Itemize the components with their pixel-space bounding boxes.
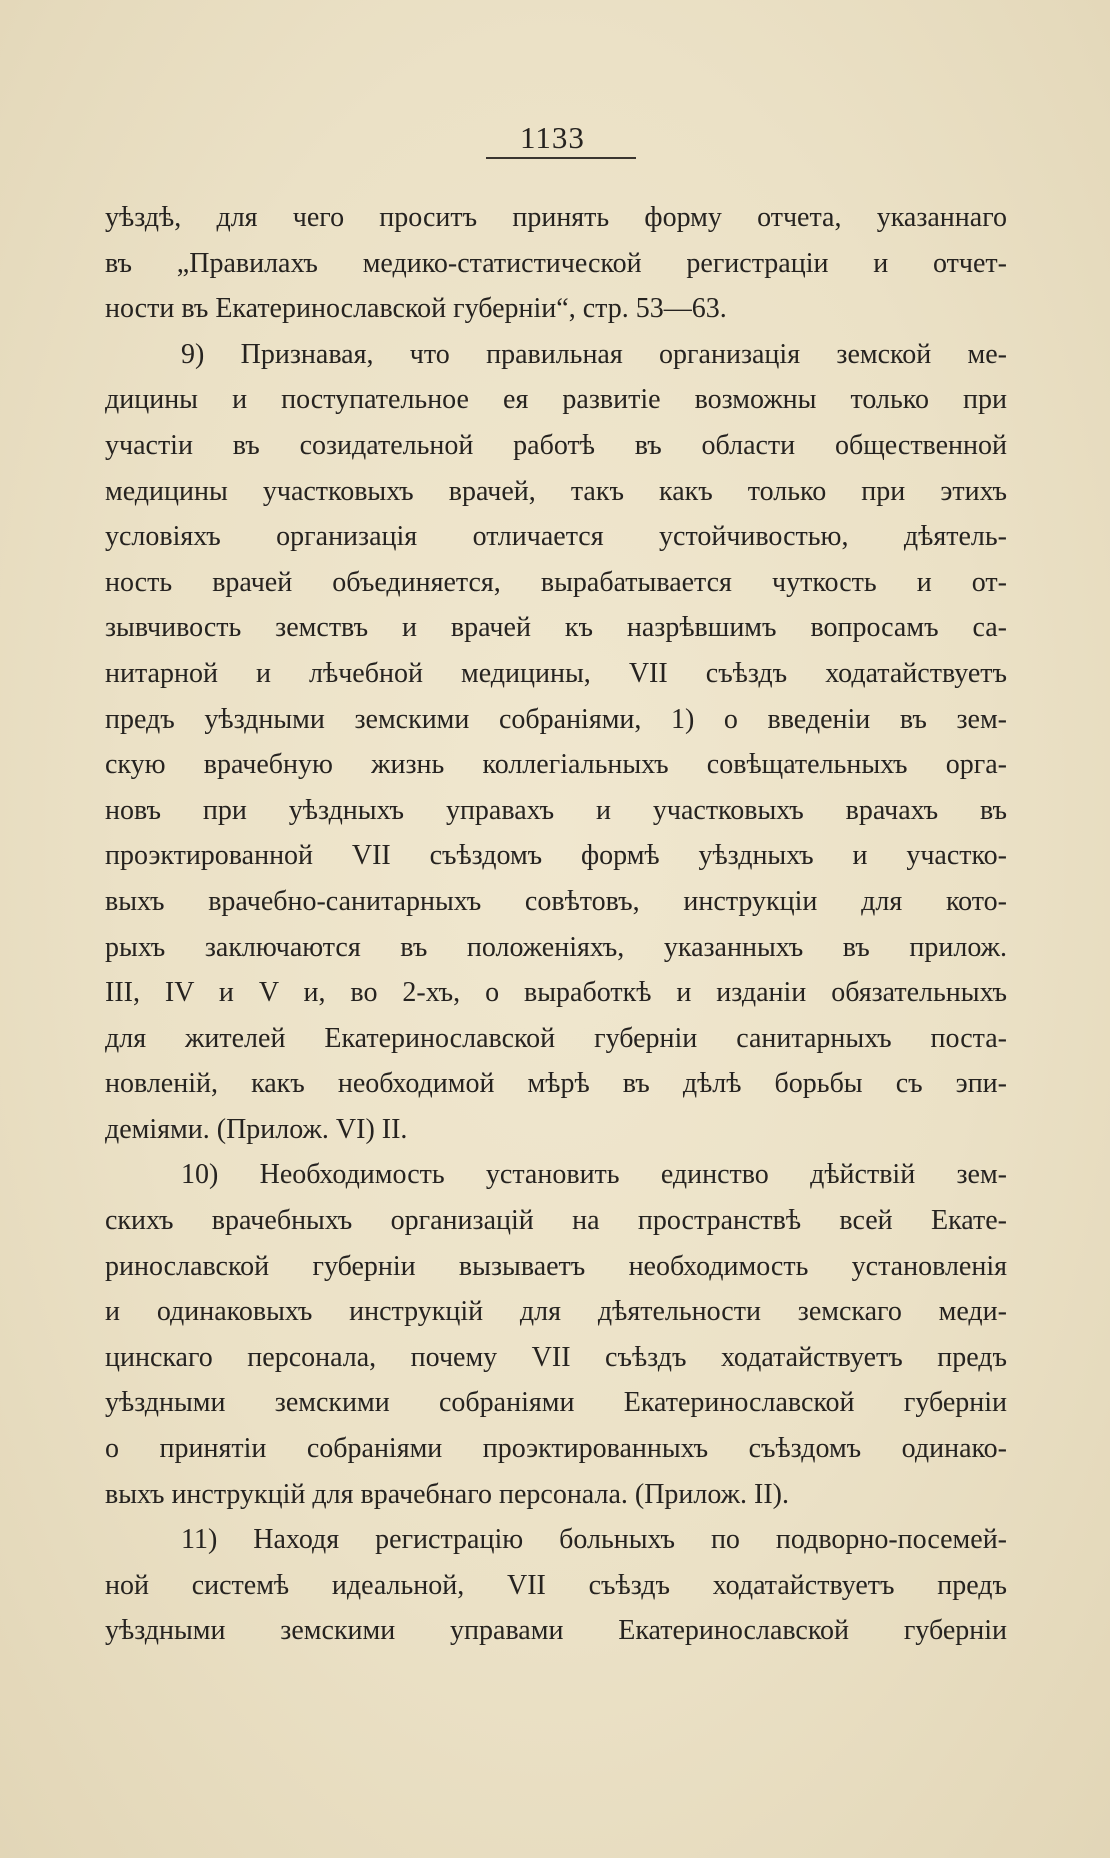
text-line: нитарной и лѣчебной медицины, VII съѣздъ ходатайствуетъ <box>105 657 1007 689</box>
text-line: ринославской губерніи вызываетъ необходимость установленія <box>105 1250 1007 1282</box>
text-line: 11) Находя регистрацію больныхъ по подворно-посемей- <box>181 1524 1007 1556</box>
text-line: деміями. (Прилож. VI) II. <box>105 1113 408 1145</box>
text-line: уѣздными земскими управами Екатеринославской губерніи <box>105 1615 1007 1647</box>
text-line: уѣздными земскими собраніями Екатеринославской губерніи <box>105 1387 1007 1419</box>
text-line: проэктированной VII съѣздомъ формѣ уѣздныхъ и участко- <box>105 840 1007 872</box>
text-line: 10) Необходимость установить единство дѣйствій зем- <box>181 1159 1007 1191</box>
text-line: новленій, какъ необходимой мѣрѣ въ дѣлѣ борьбы съ эпи- <box>105 1068 1007 1100</box>
text-line: медицины участковыхъ врачей, такъ какъ только при этихъ <box>105 475 1007 507</box>
page-number-rule <box>486 157 636 159</box>
text-line: 9) Признавая, что правильная организація земской ме- <box>181 338 1007 370</box>
text-line: участіи въ созидательной работѣ въ области общественной <box>105 429 1007 461</box>
text-line: условіяхъ организація отличается устойчивостью, дѣятель- <box>105 521 1007 553</box>
text-line: предъ уѣздными земскими собраніями, 1) о введеніи въ зем- <box>105 703 1007 735</box>
text-line: ности въ Екатеринославской губерніи“, стр. 53—63. <box>105 293 727 325</box>
page-number: 1133 <box>520 120 585 155</box>
text-line: выхъ врачебно-санитарныхъ совѣтовъ, инструкціи для кото- <box>105 885 1007 917</box>
text-line: выхъ инструкцій для врачебнаго персонала. (Прилож. II). <box>105 1478 790 1510</box>
body-text <box>105 195 1007 1654</box>
text-line: рыхъ заключаются въ положеніяхъ, указанныхъ въ прилож. <box>105 931 1007 963</box>
text-line: ной системѣ идеальной, VII съѣздъ ходатайствуетъ предъ <box>105 1569 1007 1601</box>
text-line: цинскаго персонала, почему VII съѣздъ ходатайствуетъ предъ <box>105 1341 1007 1373</box>
text-line: въ „Правилахъ медико-статистической регистраціи и отчет- <box>105 247 1007 279</box>
text-line: III, IV и V и, во 2-хъ, о выработкѣ и изданіи обязательныхъ <box>105 977 1007 1009</box>
text-line: ность врачей объединяется, вырабатывается чуткость и от- <box>105 566 1007 598</box>
text-line: новъ при уѣздныхъ управахъ и участковыхъ врачахъ въ <box>105 794 1007 826</box>
text-line: скую врачебную жизнь коллегіальныхъ совѣщательныхъ орга- <box>105 749 1007 781</box>
text-line: уѣздѣ, для чего проситъ принять форму отчета, указаннаго <box>105 202 1007 233</box>
text-line: и одинаковыхъ инструкцій для дѣятельности земскаго меди- <box>105 1296 1007 1328</box>
text-line: о принятіи собраніями проэктированныхъ съѣздомъ одинако- <box>105 1433 1007 1465</box>
text-line: дицины и поступательное ея развитіе возможны только при <box>105 384 1007 416</box>
text-line: скихъ врачебныхъ организацій на пространствѣ всей Екате- <box>105 1205 1007 1237</box>
text-line: для жителей Екатеринославской губерніи санитарныхъ поста- <box>105 1022 1007 1054</box>
text-line: зывчивость земствъ и врачей къ назрѣвшимъ вопросамъ са- <box>105 612 1007 644</box>
